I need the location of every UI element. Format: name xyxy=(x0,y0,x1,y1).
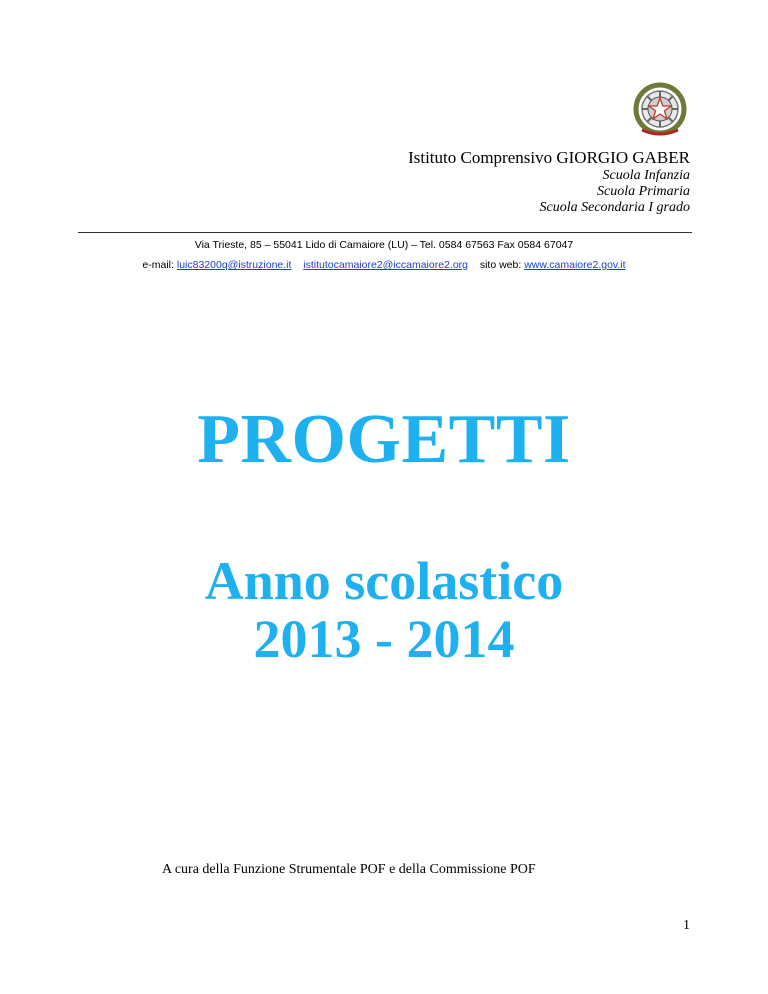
italian-republic-emblem-icon xyxy=(632,82,688,138)
email-label: e-mail: xyxy=(142,259,174,271)
contacts-line xyxy=(0,259,768,271)
school-item: Scuola Infanzia xyxy=(602,168,690,183)
institute-name: Istituto Comprensivo GIORGIO GABER xyxy=(408,148,690,167)
school-item: Scuola Secondaria I grado xyxy=(539,200,690,215)
school-list xyxy=(540,168,690,216)
school-item: Scuola Primaria xyxy=(597,184,690,199)
address-line: Via Trieste, 85 – 55041 Lido di Camaiore (LU) – Tel. 0584 67563 Fax 0584 67047 xyxy=(194,239,574,251)
website-label: sito web: xyxy=(479,259,522,271)
page-number: 1 xyxy=(683,918,690,933)
document-title: PROGETTI xyxy=(197,401,571,478)
email-link-1[interactable]: luic83200q@istruzione.it xyxy=(176,259,292,271)
email-link-2[interactable]: istitutocamaiore2@iccamaiore2.org xyxy=(303,259,468,271)
credit-note: A cura della Funzione Strumentale POF e della Commissione POF xyxy=(162,862,536,877)
school-year-range: 2013 - 2014 xyxy=(253,609,515,669)
school-year xyxy=(0,552,768,668)
website-link[interactable]: www.camaiore2.gov.it xyxy=(524,259,626,271)
school-year-label: Anno scolastico xyxy=(204,551,564,611)
header-divider xyxy=(78,232,692,233)
